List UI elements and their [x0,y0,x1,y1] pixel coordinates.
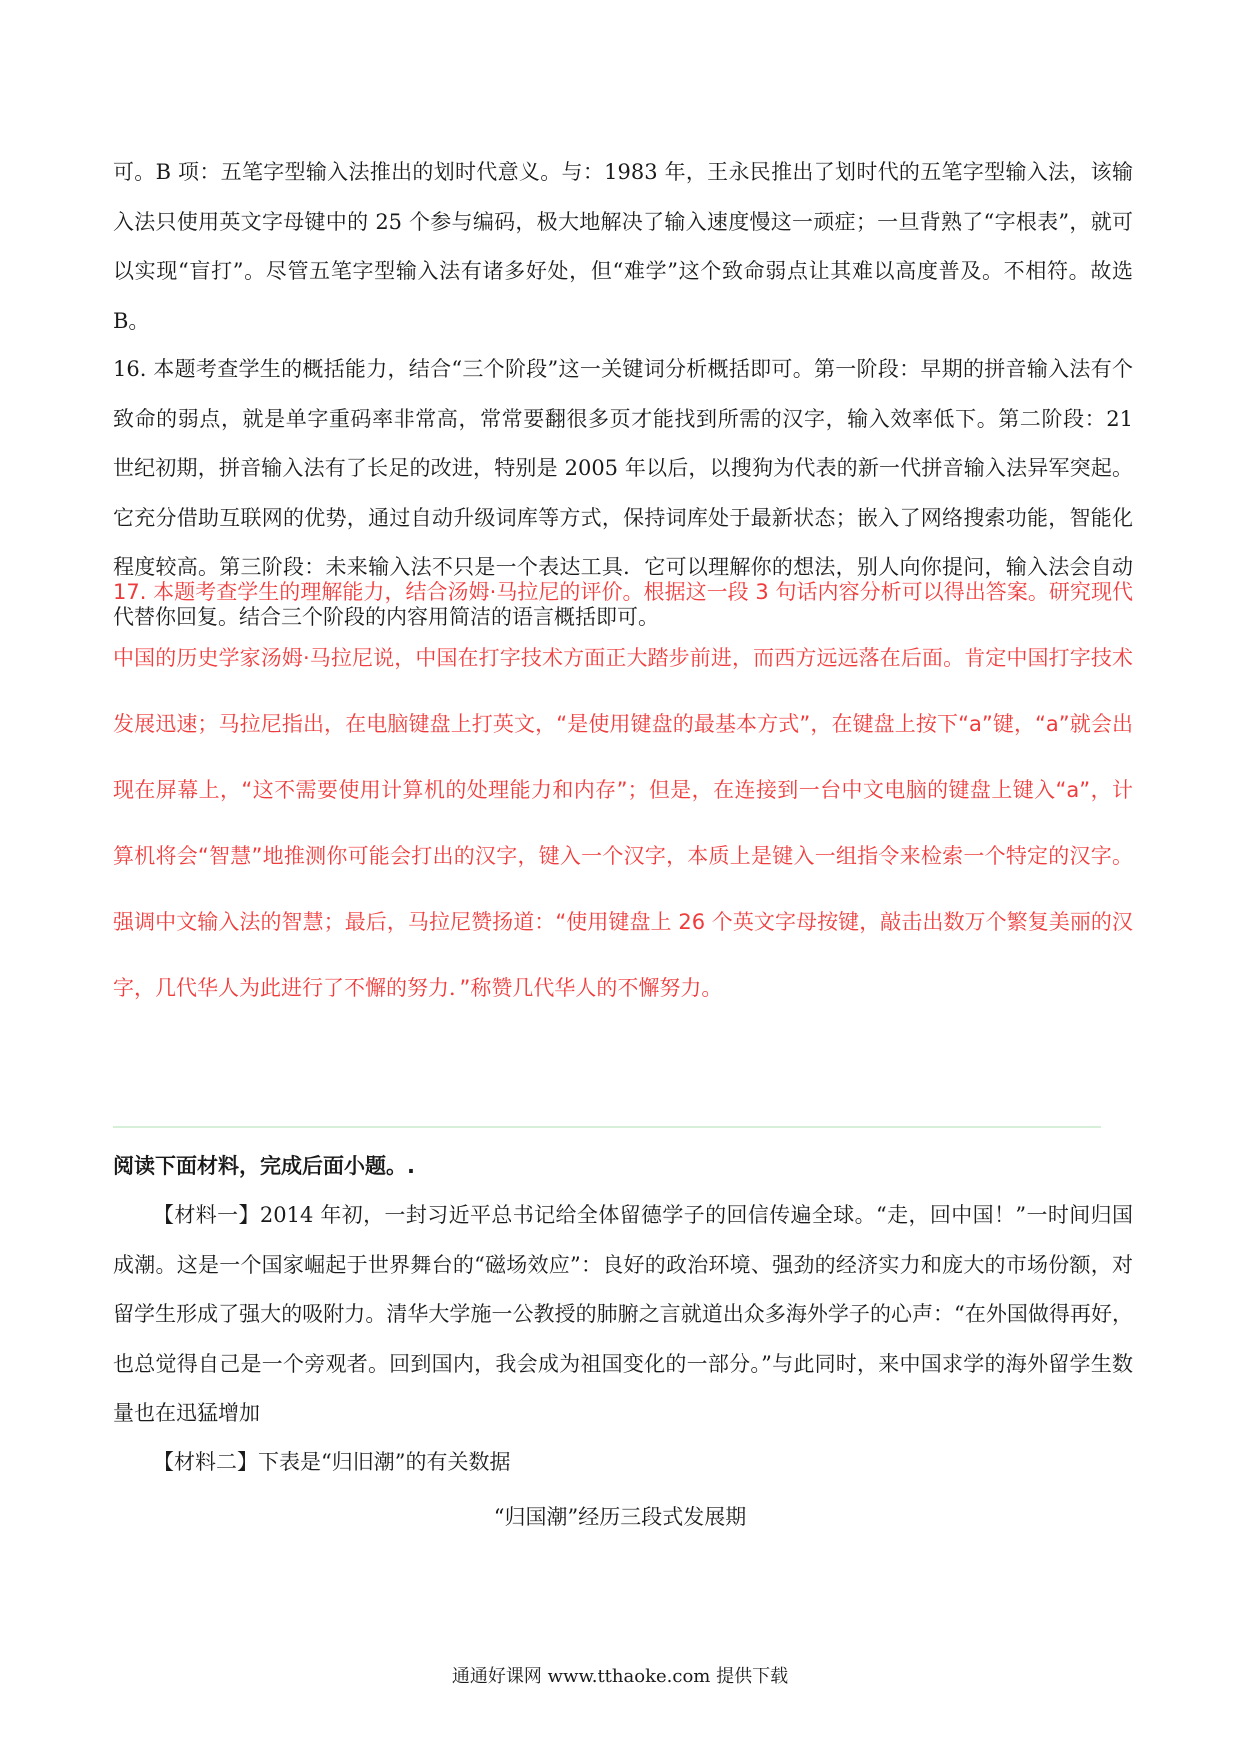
reading-heading: 阅读下面材料，完成后面小题。. [113,1154,415,1178]
answer-17: 17. 本题考查学生的理解能力，结合汤姆·马拉尼的评价。根据这一段 3 句话内容分析可以得出答案。研究现代中国的历史学家汤姆·马拉尼说，中国在打字技术方面正大踏步前进，而西方远远落在后面。肯定中国打字技术发展迅速；马拉尼指出，在电脑键盘上打英文，“是使用键盘的最基本方式”，在键盘上按下“a”键，“a”就会出现在屏幕上，“这不需要使用计算机的处理能力和内存”；但是，在连接到一台中文电脑的键盘上键入“a”，计算机将会“智慧”地推测你可能会打出的汉字，键入一个汉字，本质上是键入一组指令来检索一个特定的汉字。强调中文输入法的智慧；最后，马拉尼赞扬道：“使用键盘上 26 个英文字母按键，敲击出数万个繁复美丽的汉字，几代华人为此进行了不懈的努力．”称赞几代华人的不懈努力。 [113,580,1133,1000]
page-footer: 通通好课网 www.tthaoke.com 提供下载 [451,1666,789,1687]
answer-16: 16. 本题考查学生的概括能力，结合“三个阶段”这一关键词分析概括即可。第一阶段：早期的拼音输入法有个致命的弱点，就是单字重码率非常高，常常要翻很多页才能找到所需的汉字，输入效率低下。第二阶段：21 世纪初期，拼音输入法有了长足的改进，特别是 2005 年以后，以搜狗为代表的新一代拼音输入法异军突起。它充分借助互联网的优势，通过自动升级词库等方式，保持词库处于最新状态；嵌入了网络搜索功能，智能化程度较高。第三阶段：未来输入法不只是一个表达工具．它可以理解你的想法，别人向你提问，输入法会自动代替你回复。结合三个阶段的内容用简洁的语言概括即可。 [113,357,1133,629]
material-one: 【材料一】2014 年初，一封习近平总书记给全体留德学子的回信传遍全球。“走，回中国！”一时间归国成潮。这是一个国家崛起于世界舞台的“磁场效应”：良好的政治环境、强劲的经济实力和庞大的市场份额，对留学生形成了强大的吸附力。清华大学施一公教授的肺腑之言就道出众多海外学子的心声：“在外国做得再好，也总觉得自己是一个旁观者。回到国内，我会成为祖国变化的一部分。”与此同时，来中国求学的海外留学生数量也在迅猛增加 [113,1203,1133,1425]
section-divider [113,1126,1101,1128]
material-two: 【材料二】下表是“归旧潮”的有关数据 [153,1450,511,1474]
table-title: “归国潮”经历三段式发展期 [493,1505,747,1529]
answer-option-b-explanation: 可。B 项：五笔字型输入法推出的划时代意义。与：1983 年，王永民推出了划时代的五笔字型输入法，该输入法只使用英文字母键中的 25 个参与编码，极大地解决了输入速度慢这一顽症；一旦背熟了“字根表”，就可以实现“盲打”。尽管五笔字型输入法有诸多好处，但“难学”这个致命弱点让其难以高度普及。不相符。故选 B。 [113,160,1133,333]
